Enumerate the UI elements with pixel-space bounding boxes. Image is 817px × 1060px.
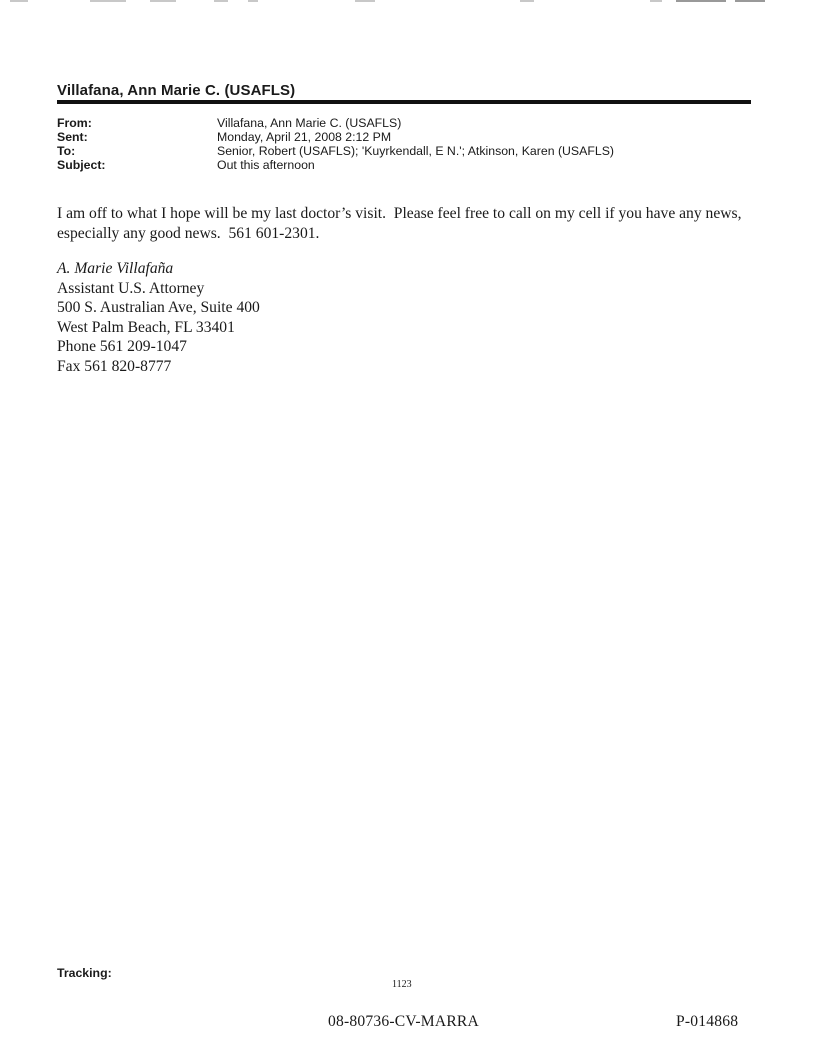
meta-row-subject bbox=[57, 158, 614, 172]
meta-row-to bbox=[57, 144, 614, 158]
signature-address-line-2: West Palm Beach, FL 33401 bbox=[57, 318, 235, 336]
signature-address-line-1: 500 S. Australian Ave, Suite 400 bbox=[57, 299, 260, 316]
case-number: 08-80736-CV-MARRA bbox=[328, 1013, 479, 1030]
header-divider bbox=[57, 100, 751, 104]
email-body bbox=[57, 204, 757, 244]
email-metadata bbox=[57, 116, 614, 172]
body-line-2: especially any good news. 561 601-2301. bbox=[57, 225, 320, 242]
page-number: 1123 bbox=[392, 979, 412, 990]
signature-title: Assistant U.S. Attorney bbox=[57, 279, 205, 297]
meta-row-from bbox=[57, 116, 614, 130]
signature-name: A. Marie Villafaña bbox=[57, 260, 174, 277]
to-label: To: bbox=[57, 144, 76, 158]
subject-label: Subject: bbox=[57, 158, 106, 172]
subject-value: Out this afternoon bbox=[217, 158, 315, 172]
email-signature bbox=[57, 259, 260, 376]
body-line-1: I am off to what I hope will be my last doctor’s visit. Please feel free to call on my cell if you have any news, bbox=[57, 205, 742, 222]
scan-artifact-marks bbox=[0, 0, 817, 4]
from-value: Villafana, Ann Marie C. (USAFLS) bbox=[217, 116, 402, 130]
to-value: Senior, Robert (USAFLS); 'Kuyrkendall, E N.'; Atkinson, Karen (USAFLS) bbox=[217, 144, 614, 158]
signature-phone: Phone 561 209-1047 bbox=[57, 338, 187, 355]
meta-row-sent bbox=[57, 130, 614, 144]
sent-value: Monday, April 21, 2008 2:12 PM bbox=[217, 130, 392, 144]
sent-label: Sent: bbox=[57, 130, 88, 144]
email-header-name: Villafana, Ann Marie C. (USAFLS) bbox=[57, 82, 296, 99]
bates-number: P-014868 bbox=[676, 1013, 739, 1030]
signature-fax: Fax 561 820-8777 bbox=[57, 357, 172, 375]
tracking-label: Tracking: bbox=[57, 966, 112, 980]
from-label: From: bbox=[57, 116, 92, 130]
